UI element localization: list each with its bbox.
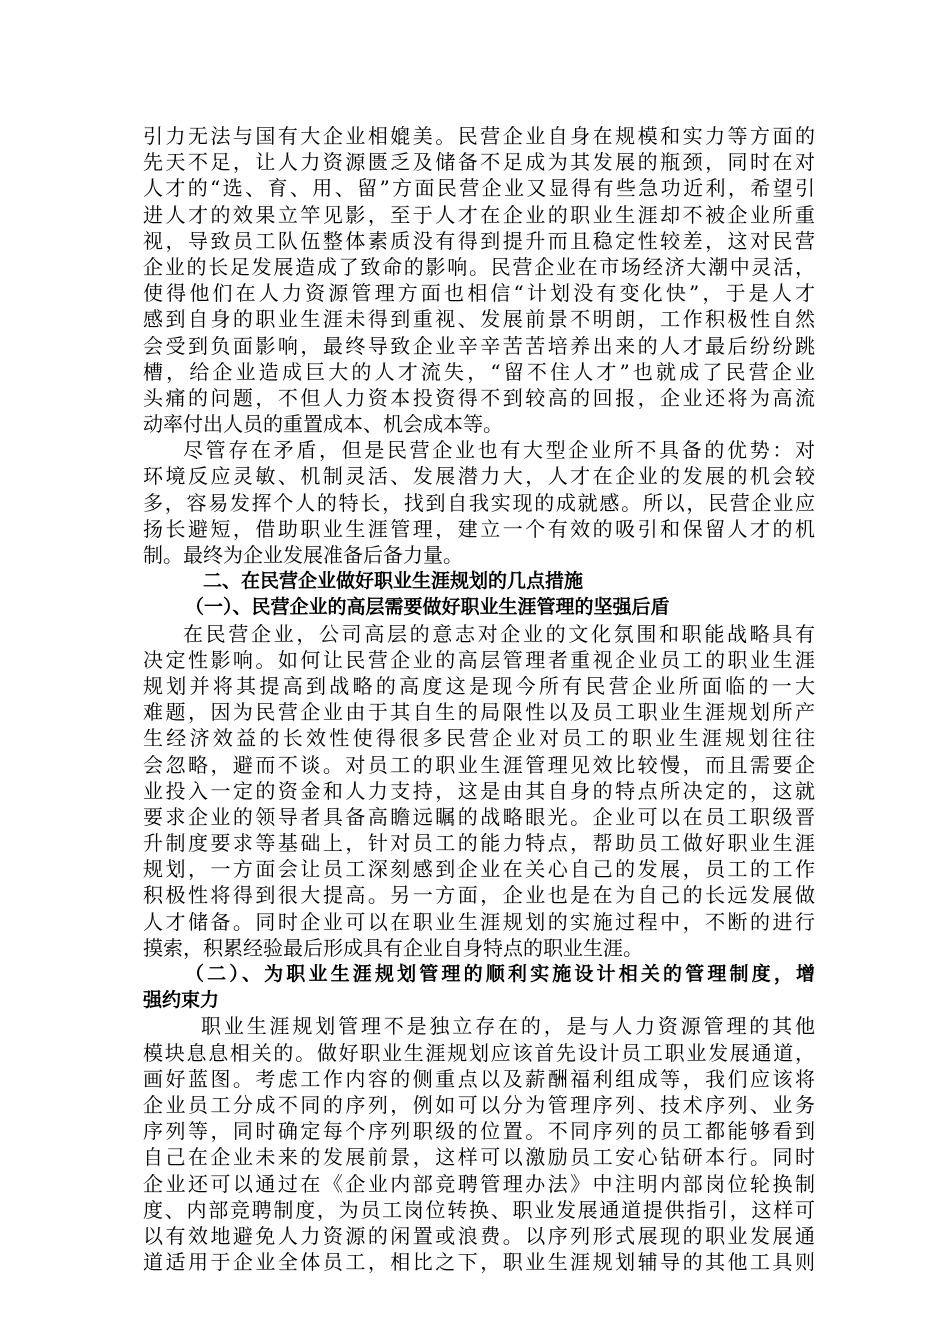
paragraph-line: 感到自身的职业生涯未得到重视、发展前景不明朗，工作积极性自然 [143, 307, 815, 332]
paragraph-line: 环境反应灵敏、机制灵活、发展潜力大，人才在企业的发展的机会较 [143, 464, 815, 489]
paragraph-line: 进人才的效果立竿见影，至于人才在企业的职业生涯却不被企业所重 [143, 202, 815, 227]
paragraph-line: 生经济效益的长效性使得很多民营企业对员工的职业生涯规划往往 [143, 726, 815, 751]
paragraph-line: 在民营企业，公司高层的意志对企业的文化氛围和职能战略具有 [183, 621, 815, 646]
paragraph-line: 会受到负面影响，最终导致企业辛辛苦苦培养出来的人才最后纷纷跳 [143, 333, 815, 358]
subsection-heading: 强约束力 [143, 989, 220, 1012]
paragraph-line: 企业员工分成不同的序列，例如可以分为管理序列、技术序列、业务 [143, 1092, 815, 1117]
paragraph-line: 多，容易发挥个人的特长，找到自我实现的成就感。所以，民营企业应 [143, 490, 815, 515]
paragraph-line: 制。最终为企业发展准备后备力量。 [143, 543, 463, 567]
paragraph-line: 先天不足，让人力资源匮乏及储备不足成为其发展的瓶颈，同时在对 [143, 150, 815, 175]
paragraph-line: 使得他们在人力资源管理方面也相信“计划没有变化快”，于是人才 [143, 281, 815, 306]
paragraph-line: 头痛的问题，不但人力资本投资得不到较高的回报，企业还将为高流 [143, 385, 815, 410]
paragraph-line: 动率付出人员的重置成本、机会成本等。 [143, 412, 503, 437]
paragraph-line: 企业的长足发展造成了致命的影响。民营企业在市场经济大潮中灵活， [143, 254, 815, 279]
paragraph-line: 规划并将其提高到战略的高度这是现今所有民营企业所面临的一大 [143, 673, 815, 698]
document-body [143, 123, 815, 1275]
paragraph-line: 摸索，积累经验最后形成具有企业自身特点的职业生涯。 [143, 935, 643, 960]
subsection-heading: （二）、为职业生涯规划管理的顺利实施设计相关的管理制度，增 [185, 963, 815, 985]
paragraph-line: 人才的“选、育、用、留”方面民营企业又显得有些急功近利，希望引 [143, 176, 815, 201]
paragraph-line: 要求企业的领导者具备高瞻远瞩的战略眼光。企业可以在员工职级晋 [143, 804, 815, 829]
paragraph-line: 道适用于企业全体员工，相比之下，职业生涯规划辅导的其他工具则 [143, 1250, 815, 1275]
paragraph-line: 度、内部竞聘制度，为员工岗位转换、职业发展通道提供指引，这样可 [143, 1197, 815, 1222]
paragraph-line: 业投入一定的资金和人力支持，这是由其自身的特点所决定的，这就 [143, 778, 815, 803]
paragraph-line: 人才储备。同时企业可以在职业生涯规划的实施过程中，不断的进行 [143, 909, 815, 934]
paragraph-line: 扬长避短，借助职业生涯管理，建立一个有效的吸引和保留人才的机 [143, 516, 815, 541]
paragraph-line: 难题，因为民营企业由于其自生的局限性以及员工职业生涯规划所产 [143, 700, 815, 725]
paragraph-line: 决定性影响。如何让民营企业的高层管理者重视企业员工的职业生涯 [143, 647, 815, 672]
paragraph-line: 以有效地避免人力资源的闲置或浪费。以序列形式展现的职业发展通 [143, 1223, 815, 1248]
paragraph-line: 升制度要求等基础上，针对员工的能力特点，帮助员工做好职业生涯 [143, 831, 815, 856]
paragraph-line: 积极性将得到很大提高。另一方面，企业也是在为自己的长远发展做 [143, 883, 815, 908]
paragraph-line: 规划，一方面会让员工深刻感到企业在关心自己的发展，员工的工作 [143, 857, 815, 882]
paragraph-line: 模块息息相关的。做好职业生涯规划应该首先设计员工职业发展通道， [143, 1040, 815, 1065]
paragraph-line: 槽，给企业造成巨大的人才流失，“留不住人才”也就成了民营企业 [143, 359, 815, 384]
paragraph-line: 会忽略，避而不谈。对员工的职业生涯管理见效比较慢，而且需要企 [143, 752, 815, 777]
paragraph-line: 画好蓝图。考虑工作内容的侧重点以及薪酬福利组成等，我们应该将 [143, 1066, 815, 1091]
paragraph-line: 职业生涯规划管理不是独立存在的，是与人力资源管理的其他 [201, 1014, 815, 1039]
section-heading: 二、在民营企业做好职业生涯规划的几点措施 [203, 570, 584, 593]
subsection-heading: （一）、民营企业的高层需要做好职业生涯管理的坚强后盾 [185, 596, 670, 619]
paragraph-line: 序列等，同时确定每个序列职级的位置。不同序列的员工都能够看到 [143, 1119, 815, 1144]
paragraph-line: 引力无法与国有大企业相媲美。民营企业自身在规模和实力等方面的 [143, 124, 815, 148]
paragraph-line: 自己在企业未来的发展前景，这样可以激励员工安心钻研本行。同时 [143, 1145, 815, 1170]
paragraph-line: 视，导致员工队伍整体素质没有得到提升而且稳定性较差，这对民营 [143, 228, 815, 253]
paragraph-line: 企业还可以通过在《企业内部竞聘管理办法》中注明内部岗位轮换制 [143, 1171, 815, 1196]
paragraph-line: 尽管存在矛盾，但是民营企业也有大型企业所不具备的优势：对 [183, 438, 815, 463]
